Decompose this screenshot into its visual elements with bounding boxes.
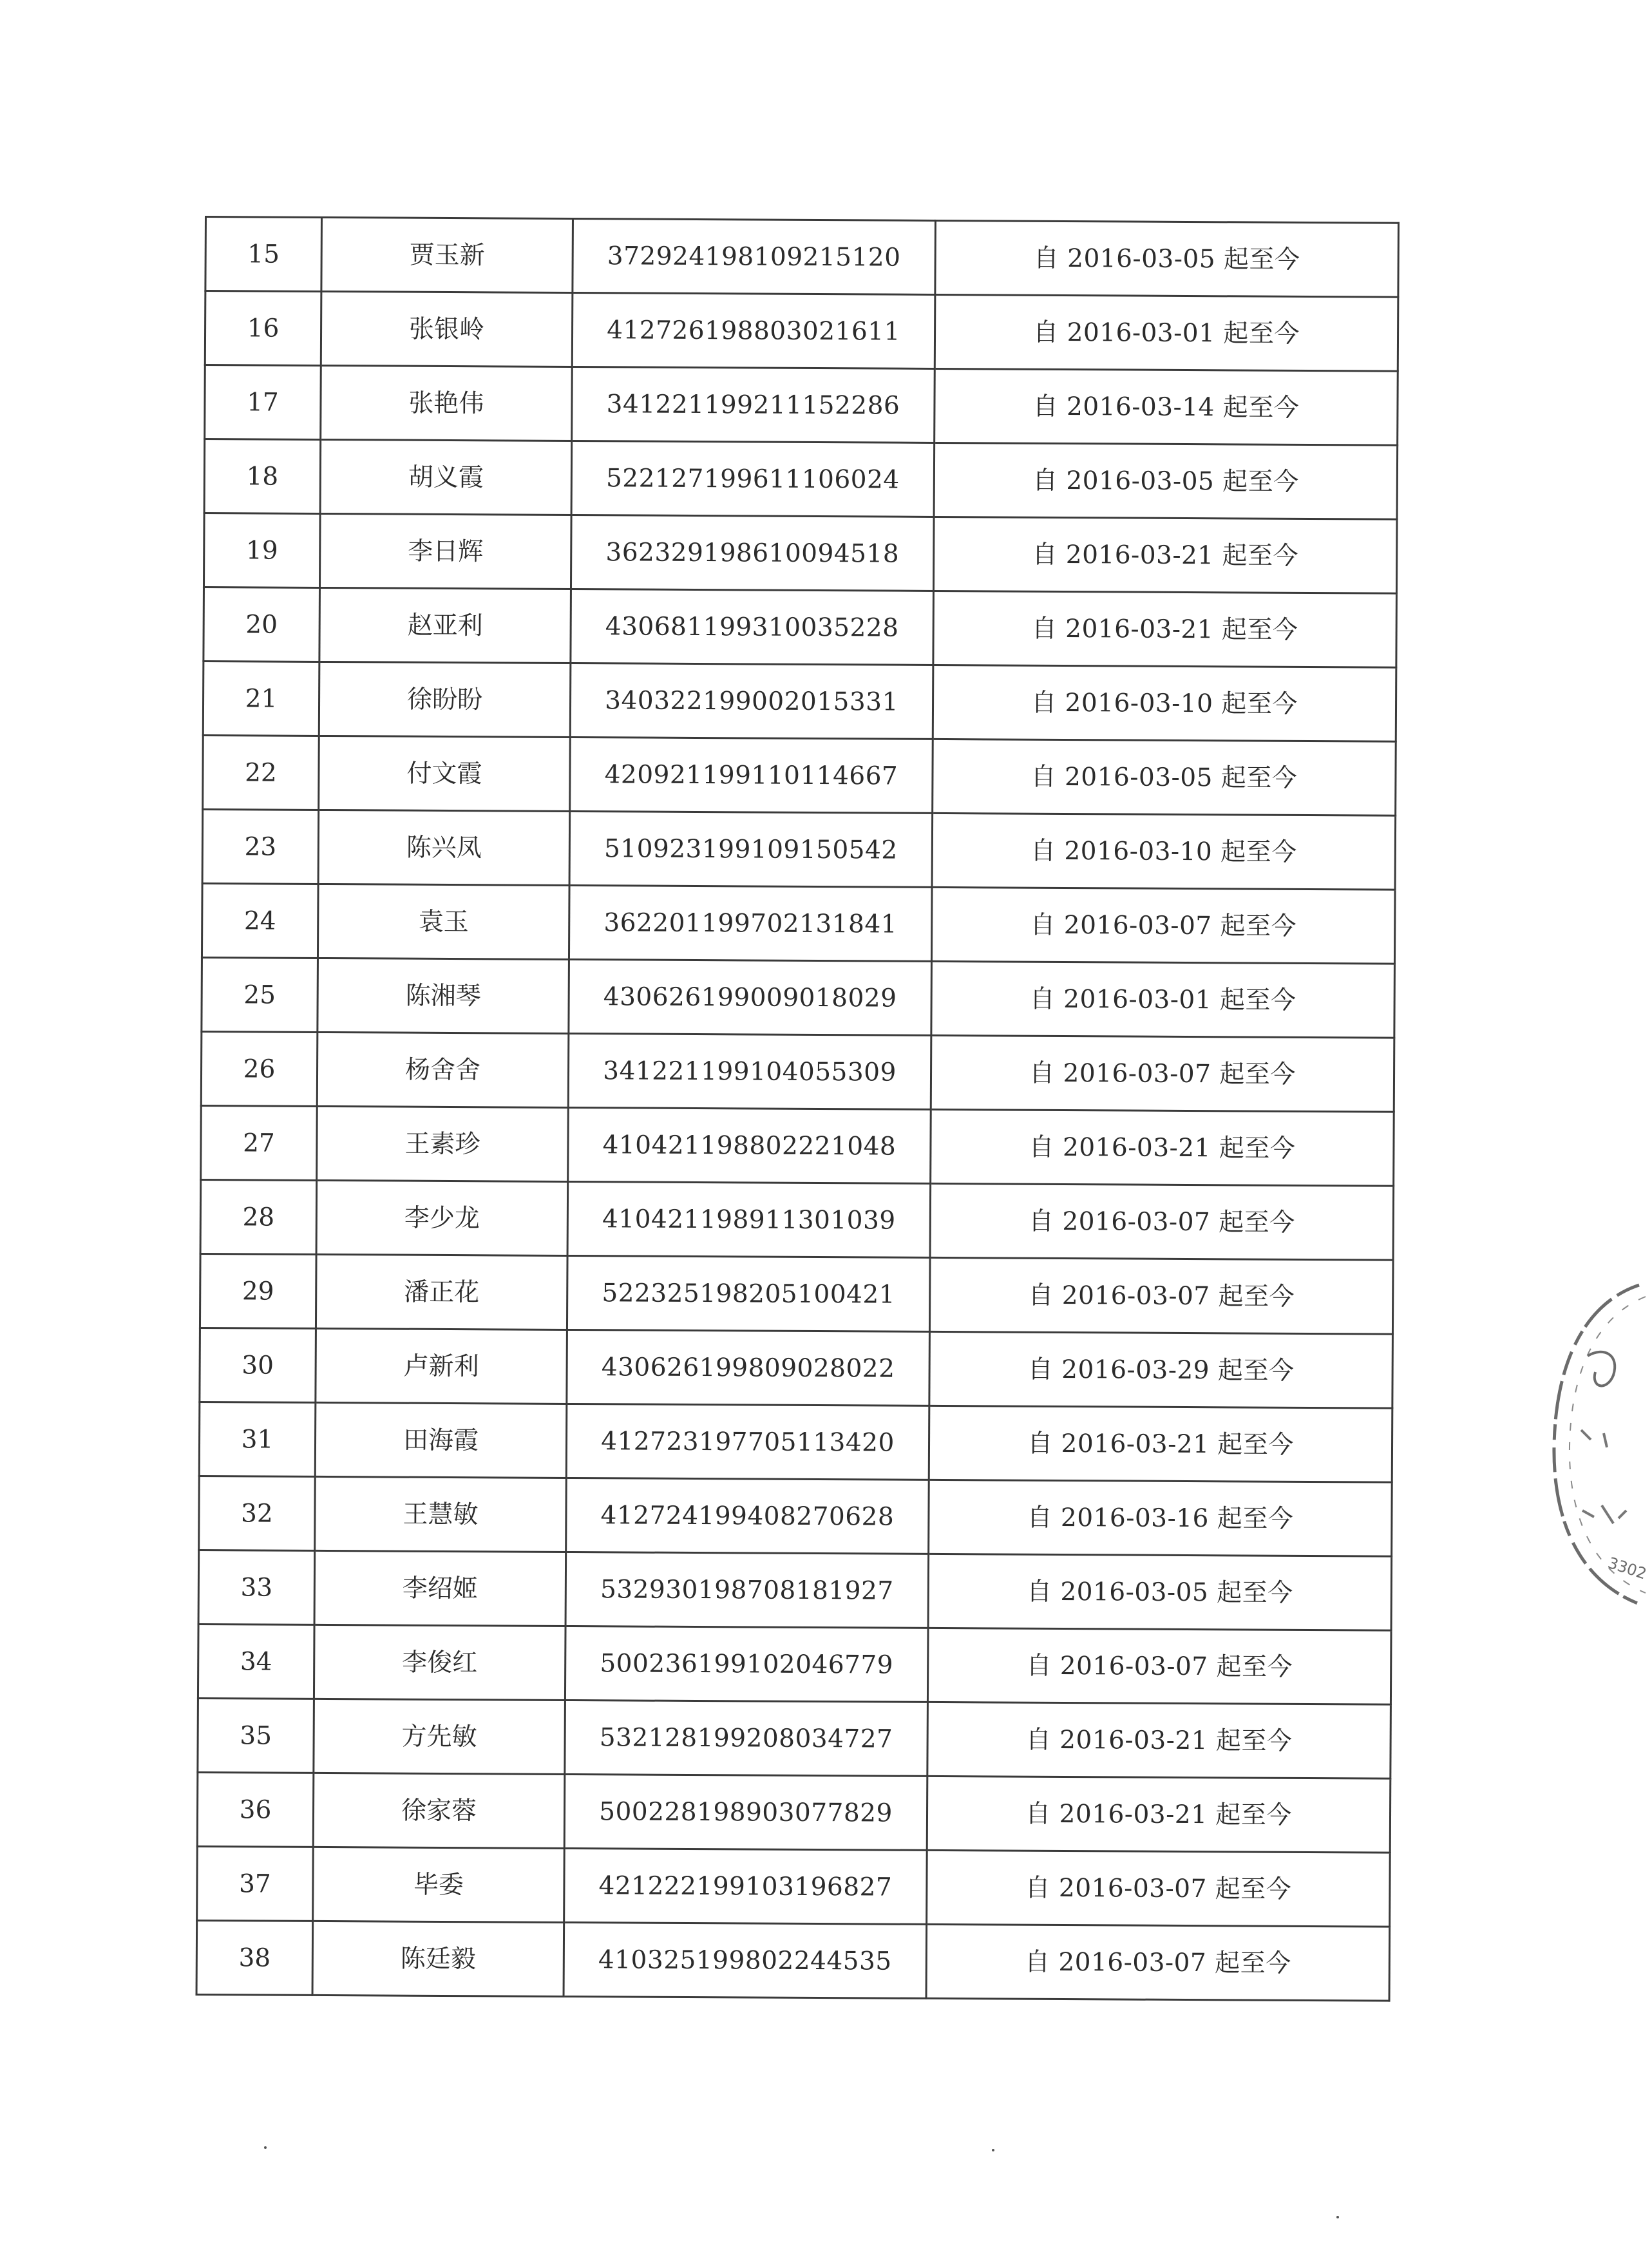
id-number-cell: 522325198205100421 [567, 1255, 930, 1331]
id-number-cell: 522127199611106024 [571, 441, 935, 517]
employee-name-cell: 王素珍 [317, 1106, 569, 1181]
row-number-cell: 34 [198, 1624, 314, 1699]
period-cell: 自 2016-03-07 起至今 [931, 887, 1395, 964]
id-number-cell: 410421198911301039 [567, 1181, 931, 1257]
id-number-cell: 410325199802244535 [564, 1922, 927, 1998]
employee-name-cell: 潘正花 [316, 1254, 567, 1330]
id-number-cell: 500236199102046779 [565, 1626, 928, 1702]
period-cell: 自 2016-03-07 起至今 [931, 1035, 1394, 1112]
period-cell: 自 2016-03-07 起至今 [930, 1183, 1394, 1260]
row-number-cell: 23 [202, 809, 319, 884]
employee-name-cell: 田海霞 [315, 1402, 567, 1478]
id-number-cell: 341221199104055309 [568, 1033, 931, 1109]
id-number-cell: 340322199002015331 [570, 663, 933, 739]
employee-name-cell: 陈湘琴 [318, 958, 569, 1033]
id-number-cell: 532128199208034727 [565, 1700, 928, 1776]
table-row [197, 1772, 1391, 1853]
table-row [200, 1253, 1393, 1334]
period-cell: 自 2016-03-05 起至今 [928, 1554, 1392, 1630]
row-number-cell: 30 [200, 1328, 316, 1402]
period-cell: 自 2016-03-07 起至今 [929, 1257, 1393, 1334]
seal-number-text: 3302 [1606, 1554, 1649, 1583]
id-number-cell: 410421198802221048 [568, 1107, 931, 1183]
period-cell: 自 2016-03-21 起至今 [931, 1109, 1394, 1186]
period-cell: 自 2016-03-21 起至今 [929, 1406, 1392, 1482]
period-cell: 自 2016-03-01 起至今 [935, 294, 1398, 371]
row-number-cell: 21 [203, 661, 319, 736]
table-row [198, 1550, 1392, 1630]
row-number-cell: 38 [196, 1920, 313, 1995]
period-cell: 自 2016-03-07 起至今 [927, 1850, 1391, 1927]
table-row [201, 1105, 1394, 1186]
employee-name-cell: 张银岭 [321, 291, 573, 367]
employee-name-cell: 杨舍舍 [317, 1032, 569, 1107]
row-number-cell: 27 [201, 1105, 318, 1180]
row-number-cell: 16 [205, 291, 321, 366]
period-cell: 自 2016-03-21 起至今 [933, 591, 1397, 667]
row-number-cell: 25 [202, 957, 318, 1032]
employee-name-cell: 陈廷毅 [312, 1921, 564, 1996]
employee-name-cell: 胡义霞 [320, 439, 572, 515]
row-number-cell: 19 [204, 513, 320, 588]
table-row [204, 587, 1397, 667]
employee-name-cell: 毕委 [313, 1847, 565, 1922]
employee-name-cell: 徐盼盼 [319, 662, 571, 737]
table-row [203, 661, 1396, 741]
period-cell: 自 2016-03-01 起至今 [931, 961, 1395, 1038]
employee-name-cell: 方先敏 [314, 1699, 565, 1774]
period-cell: 自 2016-03-10 起至今 [932, 813, 1396, 890]
table-row [203, 735, 1396, 815]
row-number-cell: 28 [200, 1179, 317, 1254]
period-cell: 自 2016-03-07 起至今 [927, 1628, 1391, 1704]
table-row [199, 1402, 1392, 1482]
table-row [202, 883, 1395, 964]
employee-name-cell: 卢新利 [316, 1328, 567, 1404]
table-row [197, 1846, 1391, 1927]
period-cell: 自 2016-03-05 起至今 [935, 220, 1399, 297]
period-cell: 自 2016-03-16 起至今 [929, 1480, 1392, 1556]
period-cell: 自 2016-03-07 起至今 [926, 1924, 1390, 2001]
employee-name-cell: 王慧敏 [315, 1476, 567, 1552]
table-row [196, 1920, 1390, 2001]
row-number-cell: 33 [198, 1550, 315, 1625]
period-cell: 自 2016-03-05 起至今 [934, 443, 1398, 519]
id-number-cell: 430681199310035228 [571, 589, 934, 665]
partial-seal-icon [1543, 1279, 1652, 1614]
id-number-cell: 372924198109215120 [573, 218, 936, 294]
id-number-cell: 412724199408270628 [566, 1478, 929, 1554]
row-number-cell: 36 [197, 1772, 314, 1847]
row-number-cell: 22 [203, 735, 319, 810]
period-cell: 自 2016-03-14 起至今 [935, 368, 1398, 445]
table-row [199, 1476, 1392, 1556]
employee-name-cell: 陈兴凤 [318, 810, 570, 885]
id-number-cell: 421222199103196827 [564, 1848, 927, 1924]
table-row [202, 809, 1396, 890]
employee-name-cell: 张艳伟 [321, 365, 573, 441]
row-number-cell: 26 [201, 1031, 318, 1106]
employee-name-cell: 袁玉 [318, 884, 569, 959]
table-row [202, 957, 1395, 1038]
period-cell: 自 2016-03-21 起至今 [927, 1702, 1391, 1778]
employee-name-cell: 赵亚利 [319, 587, 571, 663]
employee-name-cell: 李少龙 [316, 1180, 568, 1255]
employee-name-cell: 李俊红 [314, 1625, 565, 1700]
id-number-cell: 510923199109150542 [569, 811, 933, 887]
id-number-cell: 412723197705113420 [566, 1404, 929, 1480]
table-row [205, 217, 1399, 298]
row-number-cell: 37 [197, 1846, 314, 1921]
scan-speck [264, 2146, 267, 2149]
row-number-cell: 24 [202, 883, 318, 958]
id-number-cell: 362329198610094518 [571, 515, 934, 591]
table-row [201, 1031, 1394, 1112]
id-number-cell: 430626199809028022 [567, 1330, 930, 1406]
employee-name-cell: 徐家蓉 [313, 1773, 565, 1848]
period-cell: 自 2016-03-29 起至今 [929, 1331, 1393, 1408]
period-cell: 自 2016-03-21 起至今 [933, 517, 1397, 593]
row-number-cell: 31 [199, 1402, 316, 1476]
employee-name-cell: 李日辉 [319, 513, 571, 589]
period-cell: 自 2016-03-10 起至今 [933, 665, 1396, 741]
table-row [205, 291, 1398, 372]
table-row [198, 1698, 1391, 1778]
id-number-cell: 500228198903077829 [564, 1774, 927, 1850]
id-number-cell: 430626199009018029 [569, 959, 932, 1035]
row-number-cell: 18 [204, 439, 321, 514]
row-number-cell: 29 [200, 1253, 316, 1328]
row-number-cell: 20 [204, 587, 320, 662]
employee-roster-table [196, 216, 1400, 2002]
table-row [205, 365, 1398, 446]
row-number-cell: 17 [205, 365, 321, 440]
roster-body [196, 217, 1398, 2001]
period-cell: 自 2016-03-05 起至今 [933, 739, 1396, 815]
row-number-cell: 15 [205, 217, 322, 292]
row-number-cell: 35 [198, 1698, 314, 1773]
scan-speck [992, 2149, 994, 2151]
id-number-cell: 341221199211152286 [572, 367, 935, 443]
id-number-cell: 420921199110114667 [570, 737, 933, 813]
period-cell: 自 2016-03-21 起至今 [927, 1776, 1391, 1853]
table-row [204, 513, 1397, 594]
id-number-cell: 412726198803021611 [572, 292, 935, 368]
employee-name-cell: 李绍姬 [314, 1550, 566, 1626]
table-row [204, 439, 1398, 520]
scan-speck [1336, 2216, 1339, 2218]
employee-name-cell: 付文霞 [319, 736, 571, 811]
table-row [198, 1624, 1391, 1704]
table-row [200, 1328, 1393, 1408]
id-number-cell: 362201199702131841 [569, 885, 932, 961]
table-row [200, 1179, 1394, 1260]
employee-name-cell: 贾玉新 [321, 217, 573, 292]
row-number-cell: 32 [199, 1476, 316, 1550]
id-number-cell: 532930198708181927 [565, 1552, 929, 1628]
